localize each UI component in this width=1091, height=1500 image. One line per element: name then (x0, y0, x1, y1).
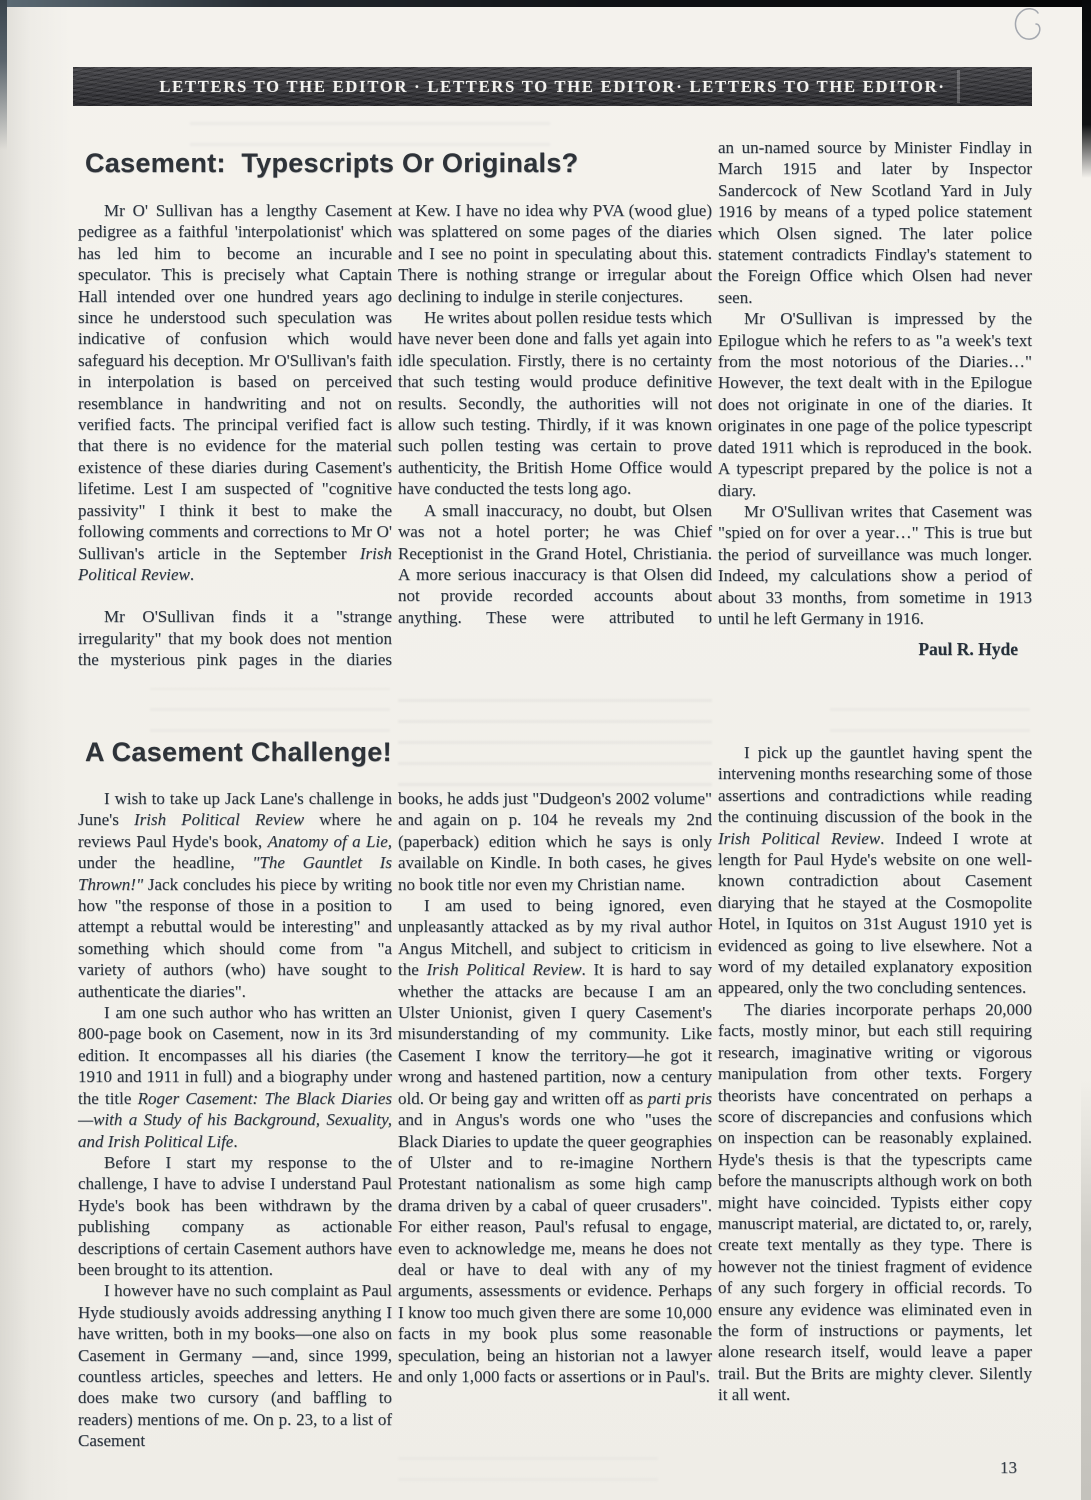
scan-edge-right-top (1082, 0, 1091, 178)
column-text (398, 788, 712, 1387)
scan-edge-top (0, 0, 1091, 7)
article-title-typescripts-or-originals: Casement: Typescripts Or Originals? (85, 148, 579, 178)
author-signature: Paul R. Hyde (918, 639, 1018, 660)
article-title-a-casement-challenge: A Casement Challenge! (85, 737, 392, 767)
letters-to-the-editor-banner (73, 67, 1032, 106)
banner-text: LETTERS TO THE EDITOR · LETTERS TO THE EDITOR· LETTERS TO THE EDITOR· (159, 76, 946, 96)
column-text (718, 137, 1032, 629)
paragraph: The diaries incorporate perhaps 20,000 facts, mostly minor, but each still requiring research, imaginative writing or vigorous manipulation from other texts. Forgery theorists have concentrated on perhaps a score of discrepancies and confusions which on inspection can be reasonably explained. Hyde's thesis is that the typescripts came before the manuscripts although work on both might have coincided. Typists either copy manuscript material, are dictated to, or, rarely, create text mentally as they type. There is however not the tiniest fragment of evidence of any such forgery in official records. To ensure any evidence was eliminated even in the form of instructions or payments, let alone research itself, would leave a paper trail. But the Brits are mighty clever. Silently it all went. (718, 999, 1032, 1405)
scan-showthrough (830, 692, 1030, 732)
scan-showthrough (398, 1455, 658, 1481)
column-text (78, 200, 392, 671)
paragraph: an un-named source by Minister Findlay in March 1915 and later by Inspector Sandercock of New Scotland Yard in July 1916 by means of a typed police statement which Olsen signed. The later police statement contradicts Findlay's statement to the Foreign Office which Olsen had never seen. (718, 138, 1032, 307)
scan-showthrough (190, 112, 550, 146)
scan-edge-right-bottom (1081, 1080, 1091, 1500)
pencil-c-mark (1008, 6, 1050, 48)
paragraph: I am used to being ignored, even unpleasantly attacked as by my rival author Angus Mitchell, and subject to criticism in the Irish Political Review. It is hard to say whether the attacks are because I am an Ulster Unionist, given I query Casement's misunderstanding of my community. Like Casement I know the territory—he got it wrong and hastened partition, now a century old. Or being gay and written off as parti pris and in Angus's words one who "uses the Black Diaries to update the queer geographies of Ulster and to re-imagine Northern Protestant nationalism as some high camp drama driven by a cabal of queer crusaders". For either reason, Paul's refusal to engage, even to acknowledge me, means he does not deal or have to deal with any of my arguments, assessments or evidence. Perhaps I know too much given there are some 10,000 facts in my book plus some reasonable speculation, being an historian not a lawyer and only 1,000 facts or assertions or in Paul's. (398, 896, 712, 1386)
scan-edge-left (0, 0, 7, 150)
article1-column-3 (718, 137, 1032, 660)
column-text (718, 742, 1032, 1406)
paragraph: Mr O'Sullivan is impressed by the Epilogue which he refers to as "a week's text from the most notorious of the Diaries…" However, the text dealt with in the Epilogue does not originate in one of the diaries. It originates in one page of the police typescript dated 1911 which is reproduced in the book. A typescript prepared by the police is not a diary. (718, 309, 1032, 500)
column-text (78, 788, 392, 1452)
paragraph: Mr O'Sullivan finds it a "strange irregularity" that my book does not mention the mysterious pink pages in the diaries (78, 607, 392, 670)
paragraph: I wish to take up Jack Lane's challenge in June's Irish Political Review where he reviews Paul Hyde's book, Anatomy of a Lie, under the headline, "The Gauntlet Is Thrown!" Jack concludes his piece by writing how "the response of those in a position to attempt a rebuttal would be interesting" and something which should come from "a variety of authors (who) have sought to authenticate the diaries". (78, 789, 392, 1001)
scan-showthrough (398, 688, 712, 786)
scan-showthrough (150, 688, 390, 732)
paragraph: Before I start my response to the challenge, I have to advise I understand Paul Hyde's book has been withdrawn by the publishing company as actionable descriptions of certain Casement authors have been brought to its attention. (78, 1152, 392, 1279)
article2-column-1 (78, 788, 392, 1452)
article1-column-1 (78, 200, 392, 671)
article2-column-2 (398, 788, 712, 1387)
paragraph: at Kew. I have no idea why PVA (wood glue) was splattered on some pages of the diaries and I see no point in speculating about this. There is nothing strange or irregular about declining to indulge in sterile conjectures. (398, 201, 712, 306)
paragraph: Mr O' Sullivan has a lengthy Casement pedigree as a faithful 'interpolationist' which has led him to become an incurable speculator. This is precisely what Captain Hall intended over one hundred years ago since he understood such speculation was indicative of confusion which would safeguard his deception. Mr O'Sullivan's faith in interpolation is based on perceived resemblance in handwriting and not on verified facts. The principal verified fact is that there is no evidence for the material existence of these diaries during Casement's lifetime. Lest I am suspected of "cognitive passivity" I think it best to make the following comments and corrections to Mr O' Sullivan's article in the September Irish Political Review. (78, 201, 392, 584)
paragraph: Mr O'Sullivan writes that Casement was "spied on for over a year…" This is true but the period of surveillance was much longer. Indeed, my calculations show a period of about 33 months, from sometime in 1913 until he left Germany in 1916. (718, 501, 1032, 628)
article2-column-3 (718, 742, 1032, 1406)
paragraph: I pick up the gauntlet having spent the intervening months researching some of those assertions and contradictions while reading the continuing discussion of the book in the Irish Political Review. Indeed I wrote at length for Paul Hyde's website on one well-known contradiction about Casement diarying that he stayed at the Cosmopolite Hotel, in Iquitos on 31st August 1910 yet is evidenced as going to live elsewhere. Not a word of my detailed explanatory exposition appeared, only the two concluding sentences. (718, 743, 1033, 998)
paragraph: A small inaccuracy, no doubt, but Olsen was not a hotel porter; he was Chief Receptionist in the Grand Hotel, Christiania. A more serious inaccuracy is that Olsen did not provide recorded accounts about anything. These were attributed to (398, 500, 712, 627)
paragraph: He writes about pollen residue tests which have never been done and falls yet again into idle speculation. Firstly, there is no certainty that such testing would produce definitive results. Secondly, the authorities will not allow such testing. Thirdly, if it was known such pollen testing was certain to prove authenticity, the British Home Office would have conducted the tests long ago. (398, 308, 712, 499)
paragraph: books, he adds just "Dudgeon's 2002 volume" and again on p. 104 he reveals my 2nd (paperback) edition which he says is only available on Kindle. In both cases, he gives no book title nor even my Christian name. (398, 789, 712, 894)
column-text (398, 200, 712, 628)
paragraph: I however have no such complaint as Paul Hyde studiously avoids addressing anything I have written, both in my books—one also on Casement in Germany —and, since 1999, countless articles, speeches and letters. He does make two cursory (and baffling to readers) mentions of me. On p. 23, to a list of Casement (78, 1281, 392, 1451)
paragraph: I am one such author who has written an 800-page book on Casement, now in its 3rd edition. It encompasses all his diaries (the 1910 and 1911 in full) and a biography under the title Roger Casement: The Black Diaries—with a Study of his Background, Sexuality, and Irish Political Life. (78, 1003, 392, 1151)
article1-column-2 (398, 200, 712, 628)
page-number: 13 (1000, 1458, 1017, 1477)
